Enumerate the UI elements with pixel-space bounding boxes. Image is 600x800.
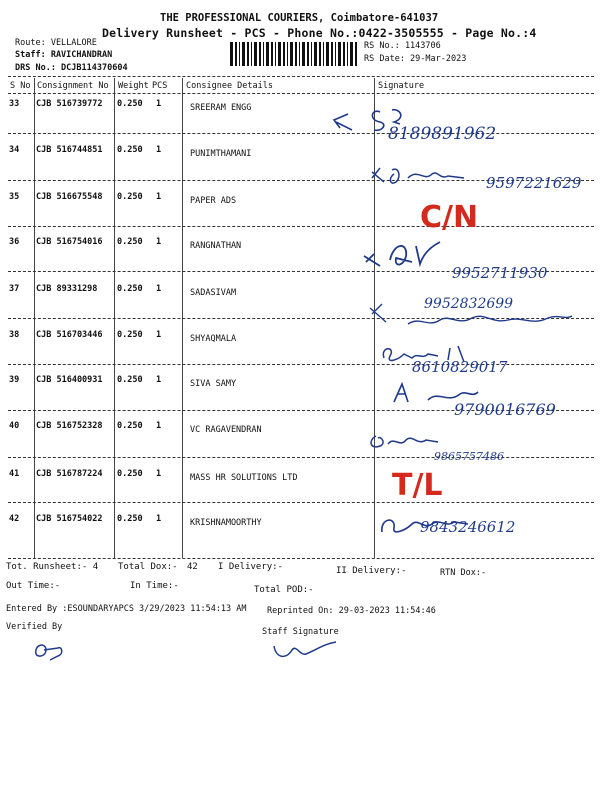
row-consignment-no: CJB 516787224 [36, 469, 103, 479]
rs-date: RS Date: 29-Mar-2023 [364, 54, 467, 64]
row-weight: 0.250 [117, 192, 143, 202]
col-consignment: Consignment No [37, 81, 109, 91]
col-signature: Signature [378, 81, 425, 91]
row-consignee: PUNIMTHAMANI [190, 149, 252, 159]
rs-no: RS No.: 1143706 [364, 41, 441, 51]
row-pcs: 1 [156, 375, 162, 385]
barcode-bar [259, 42, 261, 66]
row-weight: 0.250 [117, 145, 143, 155]
row-rule [8, 226, 594, 227]
stamp-cn: C/N [420, 200, 479, 235]
verified-signature [30, 636, 70, 670]
barcode-bar [283, 42, 285, 66]
row-sno: 36 [9, 237, 20, 247]
col-weight: Weight [118, 81, 149, 91]
row-consignee: SREERAM ENGG [190, 103, 252, 113]
barcode-bar [263, 42, 264, 66]
entered-by: Entered By :ESOUNDARYAPCS 3/29/2023 11:54:13 AM [6, 604, 247, 614]
row-weight: 0.250 [117, 469, 143, 479]
phone-row-36: 9952711930 [452, 264, 548, 282]
row-consignment-no: CJB 516675548 [36, 192, 103, 202]
barcode-bar [299, 42, 300, 66]
row-sno: 40 [9, 421, 20, 431]
phone-row-39: 9790016769 [454, 400, 556, 419]
row-consignee: RANGNATHAN [190, 241, 242, 251]
row-rule [8, 457, 594, 458]
row-weight: 0.250 [117, 375, 143, 385]
barcode-bar [323, 42, 324, 66]
barcode-bar [326, 42, 329, 66]
barcode-bar [335, 42, 336, 66]
row-consignment-no: CJB 89331298 [36, 284, 98, 294]
row-pcs: 1 [156, 145, 162, 155]
row-pcs: 1 [156, 330, 162, 340]
phone-row-40: 9865757486 [434, 450, 504, 463]
phone-row-33: 8189891962 [388, 124, 497, 144]
row-pcs: 1 [156, 99, 162, 109]
phone-row-42: 9843246612 [420, 518, 516, 536]
row-pcs: 1 [156, 284, 162, 294]
row-sno: 37 [9, 284, 20, 294]
barcode-bar [278, 42, 281, 66]
row-consignment-no: CJB 516739772 [36, 99, 103, 109]
reprinted-on: Reprinted On: 29-03-2023 11:54:46 [267, 606, 436, 616]
barcode-bar [242, 42, 245, 66]
row-rule [8, 502, 594, 503]
row-weight: 0.250 [117, 421, 143, 431]
barcode-bar [331, 42, 333, 66]
barcode-bar [347, 42, 348, 66]
total-dox-value: 42 [187, 562, 198, 572]
barcode-bar [343, 42, 345, 66]
barcode-bar [295, 42, 297, 66]
barcode-bar [302, 42, 305, 66]
barcode-bar [319, 42, 321, 66]
row-sno: 41 [9, 469, 20, 479]
header-rule-bottom [8, 93, 594, 94]
barcode-bar [271, 42, 273, 66]
out-time: Out Time:- [6, 581, 61, 591]
col-consignee: Consignee Details [186, 81, 273, 91]
staff-label: Staff: RAVICHANDRAN [15, 50, 113, 60]
company-title: THE PROFESSIONAL COURIERS, Coimbatore-641037 [160, 12, 439, 24]
row-pcs: 1 [156, 421, 162, 431]
row-weight: 0.250 [117, 284, 143, 294]
barcode-bar [338, 42, 341, 66]
barcode-bar [275, 42, 276, 66]
footer-rule [8, 558, 594, 559]
drs-label: DRS No.: DCJB114370604 [15, 63, 128, 73]
col-pcs: PCS [152, 81, 168, 91]
barcode-bar [235, 42, 237, 66]
barcode-bar [239, 42, 240, 66]
row-pcs: 1 [156, 192, 162, 202]
row-sno: 35 [9, 192, 20, 202]
phone-row-34: 9597221629 [486, 174, 582, 192]
row-pcs: 1 [156, 514, 162, 524]
rtn-dox: RTN Dox:- [440, 568, 487, 578]
ii-delivery: II Delivery:- [336, 566, 407, 576]
row-consignment-no: CJB 516754022 [36, 514, 103, 524]
row-pcs: 1 [156, 469, 162, 479]
row-sno: 38 [9, 330, 20, 340]
row-consignee: KRISHNAMOORTHY [190, 518, 262, 528]
barcode-bar [350, 42, 353, 66]
barcode-bar [314, 42, 317, 66]
header-rule-top [8, 76, 594, 77]
barcode-bar [251, 42, 252, 66]
row-weight: 0.250 [117, 514, 143, 524]
row-consignee: SIVA SAMY [190, 379, 237, 389]
row-consignee: PAPER ADS [190, 196, 237, 206]
row-consignment-no: CJB 516752328 [36, 421, 103, 431]
total-dox-label: Total Dox:- [118, 562, 178, 572]
barcode-bar [287, 42, 288, 66]
row-consignment-no: CJB 516400931 [36, 375, 103, 385]
row-consignment-no: CJB 516754016 [36, 237, 103, 247]
row-weight: 0.250 [117, 330, 143, 340]
stamp-tl: T/L [392, 468, 443, 503]
in-time: In Time:- [130, 581, 179, 591]
row-consignee: SADASIVAM [190, 288, 237, 298]
barcode-bar [355, 42, 357, 66]
row-sno: 39 [9, 375, 20, 385]
total-pod: Total POD:- [254, 585, 314, 595]
barcode-bar [247, 42, 249, 66]
barcode-bar [230, 42, 233, 66]
barcode-bar [311, 42, 312, 66]
row-pcs: 1 [156, 237, 162, 247]
col-sno: S No [10, 81, 31, 91]
barcode [230, 42, 360, 66]
phone-row-37: 9952832699 [424, 296, 514, 312]
route-label: Route: VELLALORE [15, 38, 97, 48]
row-consignment-no: CJB 516703446 [36, 330, 103, 340]
staff-signature [270, 636, 340, 668]
barcode-bar [266, 42, 269, 66]
row-weight: 0.250 [117, 99, 143, 109]
barcode-bar [254, 42, 257, 66]
row-sno: 34 [9, 145, 20, 155]
row-sno: 33 [9, 99, 20, 109]
row-consignee: MASS HR SOLUTIONS LTD [190, 473, 298, 483]
row-weight: 0.250 [117, 237, 143, 247]
row-sno: 42 [9, 514, 20, 524]
barcode-bar [307, 42, 309, 66]
runsheet-title: Delivery Runsheet - PCS - Phone No.:0422-3505555 - Page No.:4 [102, 26, 537, 40]
i-delivery: I Delivery:- [218, 562, 284, 572]
staff-signature-label: Staff Signature [262, 627, 339, 637]
row-consignment-no: CJB 516744851 [36, 145, 103, 155]
verified-by: Verified By [6, 622, 63, 632]
row-consignee: VC RAGAVENDRAN [190, 425, 262, 435]
tot-runsheet: Tot. Runsheet:- 4 [6, 562, 99, 572]
phone-row-38: 8610829017 [412, 358, 508, 376]
barcode-bar [290, 42, 293, 66]
row-consignee: SHYAQMALA [190, 334, 237, 344]
